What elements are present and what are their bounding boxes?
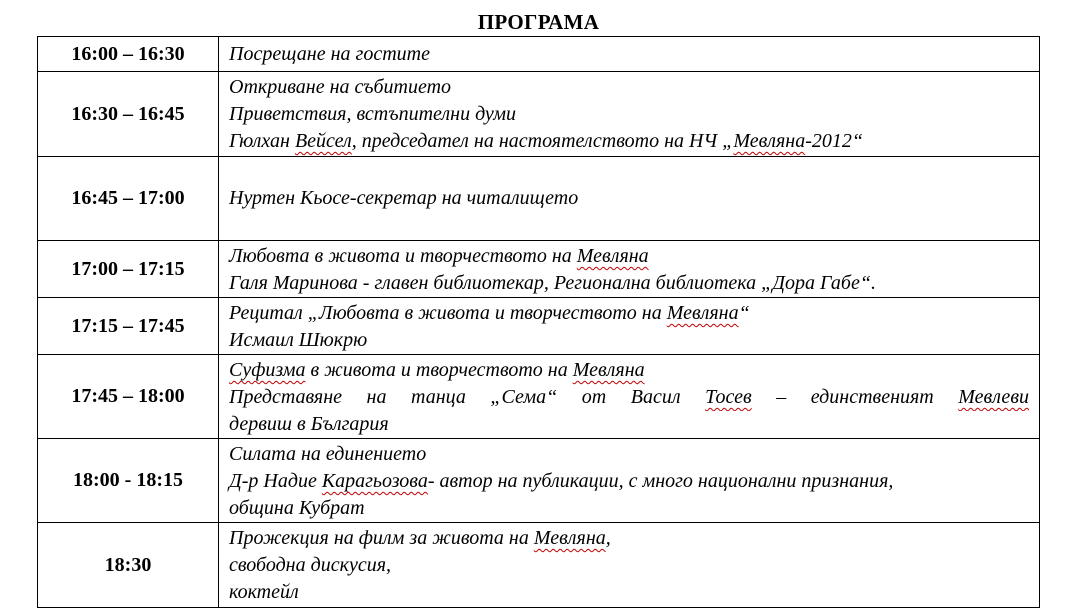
time-cell: 16:45 – 17:00 — [38, 157, 219, 241]
table-row — [38, 523, 1040, 608]
description-line: Галя Маринова - главен библиотекар, Регионална библиотека „Дора Габе“. — [229, 272, 876, 294]
description-cell — [219, 157, 1040, 241]
description-cell — [219, 523, 1040, 608]
description-line: Прожекция на филм за живота на Мевляна, — [229, 527, 611, 549]
description-line: община Кубрат — [229, 497, 365, 519]
description-cell — [219, 241, 1040, 298]
description-line: Нуртен Кьосе-секретар на читалището — [229, 187, 579, 209]
page-title: ПРОГРАМА — [477, 10, 600, 34]
description-cell — [219, 355, 1040, 439]
description-line: дервиш в България — [229, 413, 389, 435]
description-line: Приветствия, встъпителни думи — [229, 103, 517, 125]
description-line: коктейл — [229, 581, 299, 603]
description-line: Представяне на танца „Сема“ от Васил Тосев – единственият Мевлеви — [229, 386, 1029, 408]
table-row — [38, 298, 1040, 355]
time-cell: 17:15 – 17:45 — [38, 298, 219, 355]
time-cell: 18:30 — [38, 523, 219, 608]
table-row — [38, 241, 1040, 298]
program-table — [37, 36, 1040, 608]
table-row — [38, 37, 1040, 72]
description-line: Откриване на събитието — [229, 76, 452, 98]
table-row — [38, 439, 1040, 523]
description-line: Д-р Надие Карагьозова- автор на публикации, с много национални признания, — [229, 470, 894, 492]
time-cell: 16:30 – 16:45 — [38, 72, 219, 157]
description-line: Любовта в живота и творчеството на Мевляна — [229, 245, 649, 267]
description-line: Силата на единението — [229, 443, 427, 465]
description-line: Посрещане на гостите — [229, 42, 430, 65]
table-row — [38, 72, 1040, 157]
description-line: свободна дискусия, — [229, 554, 392, 576]
description-line: Суфизма в живота и творчеството на Мевляна — [229, 359, 645, 381]
table-row — [38, 157, 1040, 241]
description-cell — [219, 72, 1040, 157]
description-line: Исмаил Шюкрю — [229, 329, 368, 351]
time-cell: 16:00 – 16:30 — [38, 37, 219, 72]
time-cell: 17:00 – 17:15 — [38, 241, 219, 298]
description-cell — [219, 37, 1040, 72]
description-cell — [219, 298, 1040, 355]
description-line: Гюлхан Вейсел, председател на настоятелството на НЧ „Мевляна-2012“ — [229, 130, 864, 152]
time-cell: 18:00 - 18:15 — [38, 439, 219, 523]
time-cell: 17:45 – 18:00 — [38, 355, 219, 439]
table-row — [38, 355, 1040, 439]
description-line: Рецитал „Любовта в живота и творчеството на Мевляна“ — [229, 302, 750, 324]
description-cell — [219, 439, 1040, 523]
